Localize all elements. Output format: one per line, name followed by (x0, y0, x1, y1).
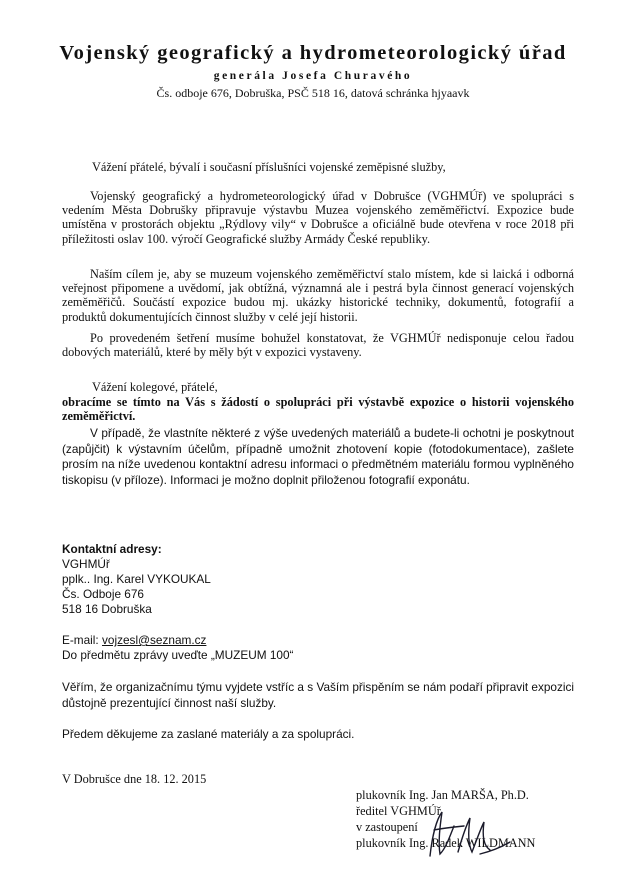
contact-email-line (62, 633, 206, 647)
request-bold (62, 395, 574, 423)
email-label: E-mail: (62, 633, 99, 647)
handwritten-signature (410, 808, 520, 860)
paragraph-2 (62, 267, 574, 324)
greeting-colleagues: Vážení kolegové, přátelé, (92, 380, 218, 394)
closing-paragraph: Věřím, že organizačnímu týmu vyjdete vstříc a s Vaším přispěním se nám podaří připravit expozici důstojně prezentující činnost naší služby. (62, 680, 574, 710)
letterhead-title: Vojenský geografický a hydrometeorologický úřad (59, 42, 567, 64)
contact-heading: Kontaktní adresy: (62, 542, 162, 556)
paragraph-3-text: Po provedeném šetření musíme bohužel konstatovat, že VGHMÚř nedisponuje celou řadou dobových materiálů, které by měly být v expozici vystaveny. (62, 331, 574, 360)
email-link[interactable]: vojzesl@seznam.cz (102, 633, 207, 647)
contact-city: 518 16 Dobruška (62, 602, 152, 616)
signer-title: ředitel VGHMÚř (356, 804, 441, 818)
request-text (62, 426, 574, 488)
email-subject-note: Do předmětu zprávy uveďte „MUZEUM 100“ (62, 648, 294, 662)
signer-name: plukovník Ing. Jan MARŠA, Ph.D. (356, 788, 529, 802)
request-bold-text: obracíme se tímto na Vás s žádostí o spolupráci při výstavbě expozice o historii vojenského zeměměřictví. (62, 395, 574, 424)
contact-street: Čs. Odboje 676 (62, 587, 144, 601)
place-date: V Dobrušce dne 18. 12. 2015 (62, 772, 207, 786)
letterhead-address: Čs. odboje 676, Dobruška, PSČ 518 16, datová schránka hjyaavk (156, 86, 470, 100)
deputy-name: plukovník Ing. Radek WILDMANN (356, 836, 536, 850)
letterhead-subtitle: generála Josefa Churavého (213, 70, 413, 82)
paragraph-1-text: Vojenský geografický a hydrometeorologický úřad v Dobrušce (VGHMÚř) ve spolupráci s vedením Města Dobrušky připravuje výstavbu Muzea vojenského zeměměřictví. Expozice bude umístěna v prostorách objektu „Rýdlovy vily“ v Dobrušce a oficiálně bude otevřena v roce 2018 při příležitosti oslav 100. výročí Geografické služby Armády České republiky. (62, 189, 574, 246)
paragraph-1 (62, 189, 574, 246)
thanks-line: Předem děkujeme za zaslané materiály a za spolupráci. (62, 727, 355, 741)
on-behalf-note: v zastoupení (356, 820, 418, 834)
request-text-body: V případě, že vlastníte některé z výše uvedených materiálů a budete-li ochotni je poskytnout (zapůjčit) k výstavním účelům, případně umožnit zhotovení kopie (fotodokumentace), zašlete prosím na níže uvedenou kontaktní adresu informaci o předmětném materiálu formou vyplněného tiskopisu (v příloze). Informaci je možno doplnit přiloženou fotografií exponátu. (62, 426, 574, 487)
paragraph-2-text: Naším cílem je, aby se muzeum vojenského zeměměřictví stalo místem, kde si laická i odborná veřejnost připomene a uvědomí, jak obtížná, významná ale i pestrá byla činnost generací vojenských zeměměřičů. Součástí expozice budou mj. ukázky historické techniky, dokumentů, fotografií a produktů dokumentujících činnost služby v celé její historii. (62, 267, 574, 324)
contact-person: pplk.. Ing. Karel VYKOUKAL (62, 572, 211, 586)
contact-org: VGHMÚř (62, 557, 110, 571)
paragraph-3 (62, 331, 574, 359)
salutation: Vážení přátelé, bývalí i současní příslušníci vojenské zeměpisné služby, (92, 160, 446, 174)
